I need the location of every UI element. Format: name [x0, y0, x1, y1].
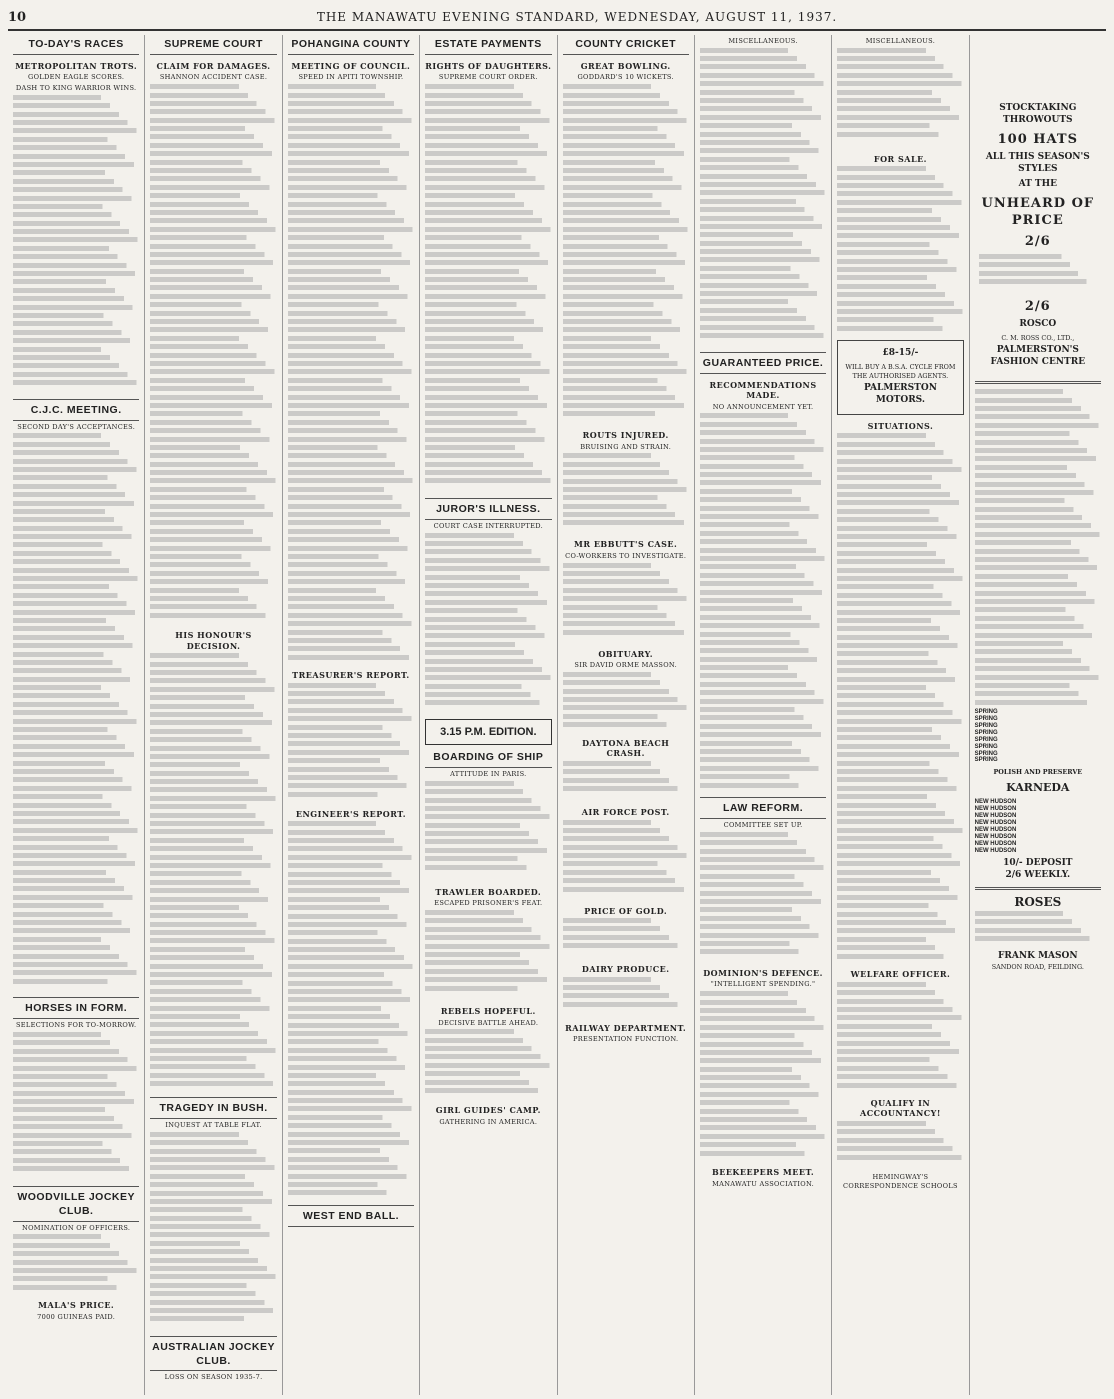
column-pohangina — [283, 35, 420, 1395]
headline-pohangina-county: POHANGINA COUNTY — [288, 38, 414, 55]
edition-banner: 3.15 P.M. EDITION. — [425, 719, 551, 746]
gold-text — [563, 918, 689, 958]
race-results-text — [13, 95, 139, 395]
subhead-manawatu-association: MANAWATU ASSOCIATION. — [712, 1179, 815, 1188]
headline-beekeepers-meet: BEEKEEPERS MEET. — [711, 1167, 815, 1178]
subhead-speed-apiti: SPEED IN APITI TOWNSHIP. — [298, 73, 404, 82]
roses-text — [975, 911, 1101, 951]
headline-boarding-of-ship: BOARDING OF SHIP — [425, 751, 551, 768]
spring-ad: SPRING SPRING SPRING SPRING SPRING SPRING SPRING SPRING — [974, 709, 998, 764]
subhead-no-announcement: NO ANNOUNCEMENT YET. — [712, 402, 814, 411]
subhead-golden-eagle: GOLDEN EAGLE SCORES. — [28, 73, 125, 82]
daytona-text — [563, 761, 689, 801]
subhead-claim-damages: CLAIM FOR DAMAGES. — [156, 60, 271, 71]
column-races — [8, 35, 145, 1395]
section-for-sale: FOR SALE. — [873, 153, 927, 164]
law-reform-text — [700, 832, 826, 962]
bsa-cycle-ad — [837, 340, 963, 415]
headline-todays-races: TO-DAY'S RACES — [13, 38, 139, 55]
subhead-recommendations: RECOMMENDATIONS MADE. — [709, 379, 817, 401]
headline-rebels-hopeful: REBELS HOPEFUL. — [440, 1006, 536, 1016]
headline-railway-department: RAILWAY DEPARTMENT. — [565, 1022, 687, 1033]
subhead-intelligent-spending: "INTELLIGENT SPENDING." — [710, 980, 816, 989]
treasurer-text — [288, 683, 414, 803]
headline-supreme-court: SUPREME COURT — [150, 38, 276, 55]
headline-obituary: OBITUARY. — [598, 648, 654, 659]
injured-text — [563, 453, 689, 533]
polish-preserve: POLISH AND PRESERVE — [993, 768, 1083, 777]
subhead-king-warrior: DASH TO KING WARRIOR WINS. — [15, 84, 137, 93]
subhead-7000-guineas: 7000 GUINEAS PAID. — [37, 1312, 116, 1321]
headline-routs-injured: ROUTS INJURED. — [582, 430, 669, 441]
subhead-gathering-america: GATHERING IN AMERICA. — [439, 1117, 538, 1126]
welfare-text — [837, 982, 963, 1092]
headline-girl-guides-camp: GIRL GUIDES' CAMP. — [435, 1105, 541, 1116]
headline-county-cricket: COUNTY CRICKET — [563, 38, 689, 55]
defence-text — [700, 991, 826, 1161]
headline-australian-jockey-club: AUSTRALIAN JOCKEY CLUB. — [150, 1341, 276, 1372]
selections-text — [13, 1032, 139, 1182]
subhead-selections: SELECTIONS FOR TO-MORROW. — [15, 1021, 137, 1030]
subhead-escaped-prisoner: ESCAPED PRISONER'S FEAT. — [434, 899, 543, 908]
masthead-title: THE MANAWATU EVENING STANDARD, WEDNESDAY, AUGUST 11, 1937. — [316, 10, 838, 24]
engineer-text — [288, 821, 414, 1201]
subhead-david-masson: SIR DAVID ORME MASSON. — [574, 661, 677, 670]
headline-price-of-gold: PRICE OF GOLD. — [584, 905, 668, 916]
headline-woodville-jockey-club: WOODVILLE JOCKEY CLUB. — [13, 1191, 139, 1222]
tragedy-text — [150, 1132, 276, 1332]
classifieds-1 — [700, 48, 826, 348]
rosco-company: C. M. ROSS CO., LTD., — [1001, 334, 1075, 343]
bsa-line: WILL BUY A B.S.A. CYCLE FROM THE AUTHORISED AGENTS. — [845, 363, 956, 380]
all-styles: ALL THIS SEASON'S STYLES — [985, 151, 1090, 174]
cricket-text — [563, 84, 689, 424]
column-classifieds — [832, 35, 969, 1395]
subhead-committee: COMMITTEE SET UP. — [723, 821, 803, 830]
subhead-meeting-of-council: MEETING OF COUNCIL. — [291, 60, 411, 71]
subhead-co-workers: CO-WORKERS TO INVESTIGATE. — [565, 551, 687, 560]
estate-text — [425, 84, 551, 494]
rosco-tagline: PALMERSTON'S FASHION CENTRE — [990, 345, 1086, 368]
hats-count: 100 HATS — [997, 131, 1078, 147]
council-text — [288, 84, 414, 664]
qualify-text — [837, 1121, 963, 1171]
price-1: 2/6 — [1024, 233, 1051, 249]
rebels-text — [425, 1029, 551, 1099]
page-number: 10 — [8, 10, 27, 25]
headline-dominions-defence: DOMINION'S DEFENCE. — [703, 967, 823, 978]
dairy-text — [563, 977, 689, 1017]
hudson-deposit: 10/- DEPOSIT — [1003, 858, 1073, 869]
classifieds-2 — [837, 48, 963, 148]
section-miscellaneous-2: MISCELLANEOUS. — [865, 37, 936, 45]
decision-text — [150, 653, 276, 1093]
rosco-body — [979, 254, 1097, 294]
subhead-metropolitan-trots: METROPOLITAN TROTS. — [15, 60, 138, 71]
subhead-inquest: INQUEST AT TABLE FLAT. — [165, 1121, 262, 1130]
at-the: AT THE — [1018, 178, 1057, 189]
headline-daytona-crash: DAYTONA BEACH CRASH. — [582, 737, 670, 759]
woodville-text — [13, 1234, 139, 1294]
trawler-text — [425, 910, 551, 1000]
column-supreme-court — [145, 35, 282, 1395]
column-ads — [970, 35, 1106, 1395]
rosco-ad — [975, 39, 1101, 376]
frank-mason: FRANK MASON — [998, 951, 1078, 962]
headline-mr-ebbutts-case: MR EBBUTT'S CASE. — [574, 539, 678, 550]
headline-malas-price: MALA'S PRICE. — [38, 1300, 115, 1311]
headline-law-reform: LAW REFORM. — [700, 802, 826, 819]
hemingways-schools: HEMINGWAY'S CORRESPONDENCE SCHOOLS — [843, 1172, 958, 1190]
boarding-text — [425, 781, 551, 881]
new-hudson-ad: NEW HUDSON NEW HUDSON NEW HUDSON NEW HUDSON NEW HUDSON NEW HUDSON NEW HUDSON NEW HUDSON — [974, 799, 1017, 854]
air-force-text — [563, 820, 689, 900]
headline-cjc-meeting: C.J.C. MEETING. — [13, 404, 139, 421]
subhead-decisive-battle: DECISIVE BATTLE AHEAD. — [438, 1018, 539, 1027]
subhead-nomination: NOMINATION OF OFFICERS. — [22, 1223, 131, 1232]
subhead-goddards-wickets: GODDARD'S 10 WICKETS. — [577, 73, 674, 82]
headline-west-end-ball: WEST END BALL. — [288, 1210, 414, 1227]
headline-air-force-post: AIR FORCE POST. — [581, 806, 670, 817]
subhead-presentation: PRESENTATION FUNCTION. — [572, 1035, 679, 1044]
headline-horses-in-form: HORSES IN FORM. — [13, 1002, 139, 1019]
subhead-acceptances: SECOND DAY'S ACCEPTANCES. — [17, 422, 136, 431]
subhead-court-interrupted: COURT CASE INTERRUPTED. — [433, 521, 543, 530]
acceptances-text — [13, 433, 139, 993]
headline-qualify-accountancy: QUALIFY IN ACCOUNTANCY! — [860, 1097, 941, 1119]
hudson-weekly: 2/6 WEEKLY. — [1005, 870, 1071, 881]
obituary-text — [563, 672, 689, 732]
section-miscellaneous-1: MISCELLANEOUS. — [728, 37, 798, 45]
subhead-treasurers-report: TREASURER'S REPORT. — [292, 670, 410, 681]
subhead-attitude-paris: ATTITUDE IN PARIS. — [450, 770, 527, 779]
guaranteed-text — [700, 413, 826, 793]
bsa-price: £8-15/- — [882, 348, 919, 359]
headline-trawler-boarded: TRAWLER BOARDED. — [435, 886, 542, 897]
subhead-loss-on-season: LOSS ON SEASON 1935-7. — [164, 1373, 263, 1382]
headline-estate-payments: ESTATE PAYMENTS — [425, 38, 551, 55]
for-sale-text — [837, 166, 963, 336]
subhead-honours-decision: HIS HONOUR'S DECISION. — [175, 630, 252, 651]
section-situations: SITUATIONS. — [867, 420, 934, 431]
frank-mason-address: SANDON ROAD, FEILDING. — [991, 962, 1084, 971]
rosco-name: ROSCO — [1019, 319, 1057, 330]
headline-welfare-officer: WELFARE OFFICER. — [850, 969, 951, 980]
ebbutt-text — [563, 563, 689, 643]
subhead-shannon-accident: SHANNON ACCIDENT CASE. — [159, 73, 268, 82]
column-cricket — [558, 35, 695, 1395]
masthead — [8, 10, 1106, 31]
roses-heading: ROSES — [1014, 895, 1062, 910]
headline-guaranteed-price: GUARANTEED PRICE. — [700, 357, 826, 374]
subhead-court-order: SUPREME COURT ORDER. — [438, 73, 538, 82]
subhead-rights-daughters: RIGHTS OF DAUGHTERS. — [425, 60, 552, 71]
headline-dairy-produce: DAIRY PRODUCE. — [581, 964, 670, 975]
price-2: 2/6 — [1024, 299, 1051, 314]
situations-text — [837, 433, 963, 963]
headline-jurors-illness: JUROR'S ILLNESS. — [425, 503, 551, 520]
palmerston-motors: PALMERSTON MOTORS. — [863, 383, 937, 405]
karneda: KARNEDA — [1006, 780, 1070, 794]
subhead-bruising-strain: BRUISING AND STRAIN. — [580, 442, 672, 451]
column-guaranteed-price — [695, 35, 832, 1395]
juror-text — [425, 533, 551, 713]
subhead-engineers-report: ENGINEER'S REPORT. — [295, 808, 406, 819]
stocktaking-title: STOCKTAKING THROWOUTS — [999, 103, 1077, 125]
unheard-of-price: UNHEARD OF PRICE — [981, 195, 1095, 228]
supreme-court-text — [150, 84, 276, 624]
headline-tragedy-in-bush: TRAGEDY IN BUSH. — [150, 1102, 276, 1119]
subhead-great-bowling: GREAT BOWLING. — [580, 60, 671, 71]
classifieds-3 — [975, 389, 1101, 709]
column-estate — [420, 35, 557, 1395]
